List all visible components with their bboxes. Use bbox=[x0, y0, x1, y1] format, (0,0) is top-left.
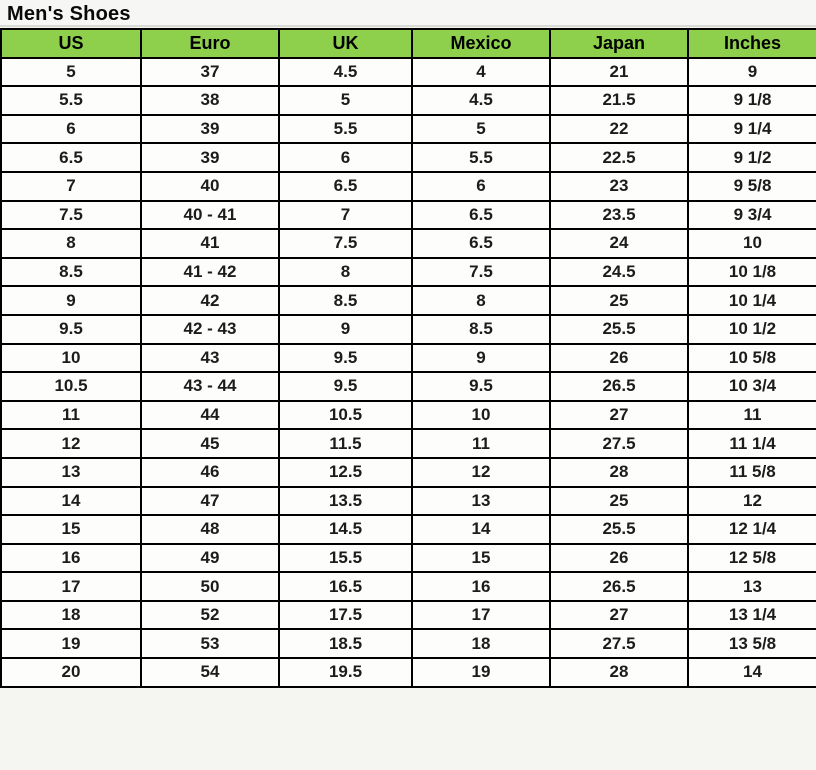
table-cell: 40 bbox=[141, 172, 279, 201]
table-cell: 5 bbox=[279, 86, 412, 115]
table-row bbox=[1, 401, 816, 430]
table-cell: 4.5 bbox=[412, 86, 550, 115]
table-row bbox=[1, 115, 816, 144]
table-cell: 40 - 41 bbox=[141, 201, 279, 230]
table-cell: 8.5 bbox=[279, 286, 412, 315]
table-row bbox=[1, 658, 816, 687]
table-cell: 41 bbox=[141, 229, 279, 258]
table-cell: 39 bbox=[141, 143, 279, 172]
title-bar bbox=[0, 0, 816, 27]
table-cell: 13 bbox=[1, 458, 141, 487]
table-cell: 5.5 bbox=[412, 143, 550, 172]
table-cell: 10.5 bbox=[1, 372, 141, 401]
table-cell: 8.5 bbox=[1, 258, 141, 287]
table-cell: 25.5 bbox=[550, 515, 688, 544]
table-cell: 11 bbox=[1, 401, 141, 430]
table-cell: 21.5 bbox=[550, 86, 688, 115]
table-cell: 24 bbox=[550, 229, 688, 258]
table-row bbox=[1, 229, 816, 258]
table-cell: 17 bbox=[1, 572, 141, 601]
table-cell: 22.5 bbox=[550, 143, 688, 172]
table-cell: 7 bbox=[1, 172, 141, 201]
table-cell: 23 bbox=[550, 172, 688, 201]
table-cell: 7.5 bbox=[1, 201, 141, 230]
table-cell: 9.5 bbox=[279, 372, 412, 401]
table-cell: 43 - 44 bbox=[141, 372, 279, 401]
table-cell: 18 bbox=[1, 601, 141, 630]
table-cell: 8 bbox=[412, 286, 550, 315]
table-row bbox=[1, 172, 816, 201]
table-cell: 7 bbox=[279, 201, 412, 230]
table-cell: 16.5 bbox=[279, 572, 412, 601]
table-cell: 6 bbox=[412, 172, 550, 201]
table-cell: 9 bbox=[412, 344, 550, 373]
table-cell: 5.5 bbox=[279, 115, 412, 144]
table-cell: 27 bbox=[550, 601, 688, 630]
table-cell: 14 bbox=[688, 658, 816, 687]
table-cell: 39 bbox=[141, 115, 279, 144]
table-cell: 6.5 bbox=[1, 143, 141, 172]
table-cell: 10 bbox=[688, 229, 816, 258]
table-cell: 48 bbox=[141, 515, 279, 544]
table-cell: 20 bbox=[1, 658, 141, 687]
table-row bbox=[1, 86, 816, 115]
column-header: Mexico bbox=[412, 29, 550, 58]
table-cell: 11 1/4 bbox=[688, 429, 816, 458]
table-row bbox=[1, 601, 816, 630]
table-cell: 10.5 bbox=[279, 401, 412, 430]
table-cell: 18 bbox=[412, 629, 550, 658]
table-cell: 10 5/8 bbox=[688, 344, 816, 373]
table-cell: 54 bbox=[141, 658, 279, 687]
table-cell: 25.5 bbox=[550, 315, 688, 344]
table-row bbox=[1, 458, 816, 487]
column-header: US bbox=[1, 29, 141, 58]
table-cell: 14 bbox=[412, 515, 550, 544]
table-cell: 13.5 bbox=[279, 487, 412, 516]
table-cell: 11 bbox=[412, 429, 550, 458]
table-row bbox=[1, 344, 816, 373]
table-cell: 53 bbox=[141, 629, 279, 658]
table-cell: 14 bbox=[1, 487, 141, 516]
table-cell: 5 bbox=[412, 115, 550, 144]
table-cell: 13 bbox=[688, 572, 816, 601]
table-cell: 45 bbox=[141, 429, 279, 458]
table-cell: 44 bbox=[141, 401, 279, 430]
table-cell: 22 bbox=[550, 115, 688, 144]
table-cell: 6.5 bbox=[279, 172, 412, 201]
table-cell: 25 bbox=[550, 286, 688, 315]
table-cell: 9 bbox=[1, 286, 141, 315]
table-cell: 38 bbox=[141, 86, 279, 115]
table-row bbox=[1, 572, 816, 601]
table-cell: 9 bbox=[688, 58, 816, 87]
table-cell: 27.5 bbox=[550, 629, 688, 658]
table-header-row bbox=[1, 29, 816, 58]
table-cell: 15 bbox=[412, 544, 550, 573]
table-cell: 8 bbox=[279, 258, 412, 287]
table-cell: 6.5 bbox=[412, 229, 550, 258]
table-cell: 12 bbox=[688, 487, 816, 516]
table-cell: 27.5 bbox=[550, 429, 688, 458]
table-row bbox=[1, 58, 816, 87]
table-cell: 9 1/8 bbox=[688, 86, 816, 115]
table-cell: 28 bbox=[550, 458, 688, 487]
table-cell: 10 1/8 bbox=[688, 258, 816, 287]
table-cell: 14.5 bbox=[279, 515, 412, 544]
table-cell: 8 bbox=[1, 229, 141, 258]
table-cell: 13 bbox=[412, 487, 550, 516]
table-cell: 10 bbox=[412, 401, 550, 430]
table-cell: 9 1/2 bbox=[688, 143, 816, 172]
table-cell: 37 bbox=[141, 58, 279, 87]
page-title: Men's Shoes bbox=[7, 3, 131, 25]
table-cell: 47 bbox=[141, 487, 279, 516]
table-cell: 26.5 bbox=[550, 372, 688, 401]
table-cell: 21 bbox=[550, 58, 688, 87]
table-cell: 12 5/8 bbox=[688, 544, 816, 573]
table-cell: 6.5 bbox=[412, 201, 550, 230]
table-cell: 49 bbox=[141, 544, 279, 573]
table-cell: 15 bbox=[1, 515, 141, 544]
table-row bbox=[1, 487, 816, 516]
table-cell: 16 bbox=[412, 572, 550, 601]
column-header: Inches bbox=[688, 29, 816, 58]
table-cell: 10 bbox=[1, 344, 141, 373]
table-cell: 6 bbox=[279, 143, 412, 172]
table-cell: 43 bbox=[141, 344, 279, 373]
table-cell: 28 bbox=[550, 658, 688, 687]
column-header: UK bbox=[279, 29, 412, 58]
table-cell: 19.5 bbox=[279, 658, 412, 687]
table-row bbox=[1, 515, 816, 544]
table-cell: 5.5 bbox=[1, 86, 141, 115]
table-cell: 16 bbox=[1, 544, 141, 573]
table-row bbox=[1, 372, 816, 401]
table-cell: 42 - 43 bbox=[141, 315, 279, 344]
table-cell: 7.5 bbox=[279, 229, 412, 258]
table-cell: 6 bbox=[1, 115, 141, 144]
column-header: Japan bbox=[550, 29, 688, 58]
table-cell: 15.5 bbox=[279, 544, 412, 573]
table-cell: 9.5 bbox=[1, 315, 141, 344]
table-row bbox=[1, 429, 816, 458]
table-cell: 50 bbox=[141, 572, 279, 601]
table-cell: 12 1/4 bbox=[688, 515, 816, 544]
table-cell: 12 bbox=[1, 429, 141, 458]
table-cell: 9 bbox=[279, 315, 412, 344]
table-cell: 17 bbox=[412, 601, 550, 630]
table-row bbox=[1, 544, 816, 573]
table-row bbox=[1, 258, 816, 287]
table-row bbox=[1, 201, 816, 230]
table-cell: 17.5 bbox=[279, 601, 412, 630]
table-cell: 13 1/4 bbox=[688, 601, 816, 630]
table-cell: 19 bbox=[412, 658, 550, 687]
table-cell: 42 bbox=[141, 286, 279, 315]
table-cell: 10 3/4 bbox=[688, 372, 816, 401]
table-cell: 9.5 bbox=[279, 344, 412, 373]
table-cell: 25 bbox=[550, 487, 688, 516]
table-cell: 26 bbox=[550, 544, 688, 573]
table-cell: 24.5 bbox=[550, 258, 688, 287]
table-cell: 46 bbox=[141, 458, 279, 487]
table-cell: 8.5 bbox=[412, 315, 550, 344]
table-cell: 9 1/4 bbox=[688, 115, 816, 144]
table-cell: 11.5 bbox=[279, 429, 412, 458]
table-cell: 41 - 42 bbox=[141, 258, 279, 287]
table-cell: 12 bbox=[412, 458, 550, 487]
table-cell: 10 1/4 bbox=[688, 286, 816, 315]
table-row bbox=[1, 315, 816, 344]
table-cell: 12.5 bbox=[279, 458, 412, 487]
table-cell: 18.5 bbox=[279, 629, 412, 658]
table-cell: 26.5 bbox=[550, 572, 688, 601]
table-cell: 5 bbox=[1, 58, 141, 87]
table-cell: 52 bbox=[141, 601, 279, 630]
table-cell: 19 bbox=[1, 629, 141, 658]
table-cell: 9 5/8 bbox=[688, 172, 816, 201]
table-row bbox=[1, 629, 816, 658]
table-cell: 9 3/4 bbox=[688, 201, 816, 230]
table-cell: 4 bbox=[412, 58, 550, 87]
table-cell: 11 5/8 bbox=[688, 458, 816, 487]
table-cell: 10 1/2 bbox=[688, 315, 816, 344]
table-row bbox=[1, 286, 816, 315]
table-cell: 13 5/8 bbox=[688, 629, 816, 658]
table-row bbox=[1, 143, 816, 172]
table-cell: 23.5 bbox=[550, 201, 688, 230]
table-cell: 26 bbox=[550, 344, 688, 373]
table-cell: 11 bbox=[688, 401, 816, 430]
table-cell: 9.5 bbox=[412, 372, 550, 401]
table-cell: 7.5 bbox=[412, 258, 550, 287]
table-cell: 27 bbox=[550, 401, 688, 430]
shoe-size-table bbox=[0, 28, 816, 688]
column-header: Euro bbox=[141, 29, 279, 58]
table-cell: 4.5 bbox=[279, 58, 412, 87]
